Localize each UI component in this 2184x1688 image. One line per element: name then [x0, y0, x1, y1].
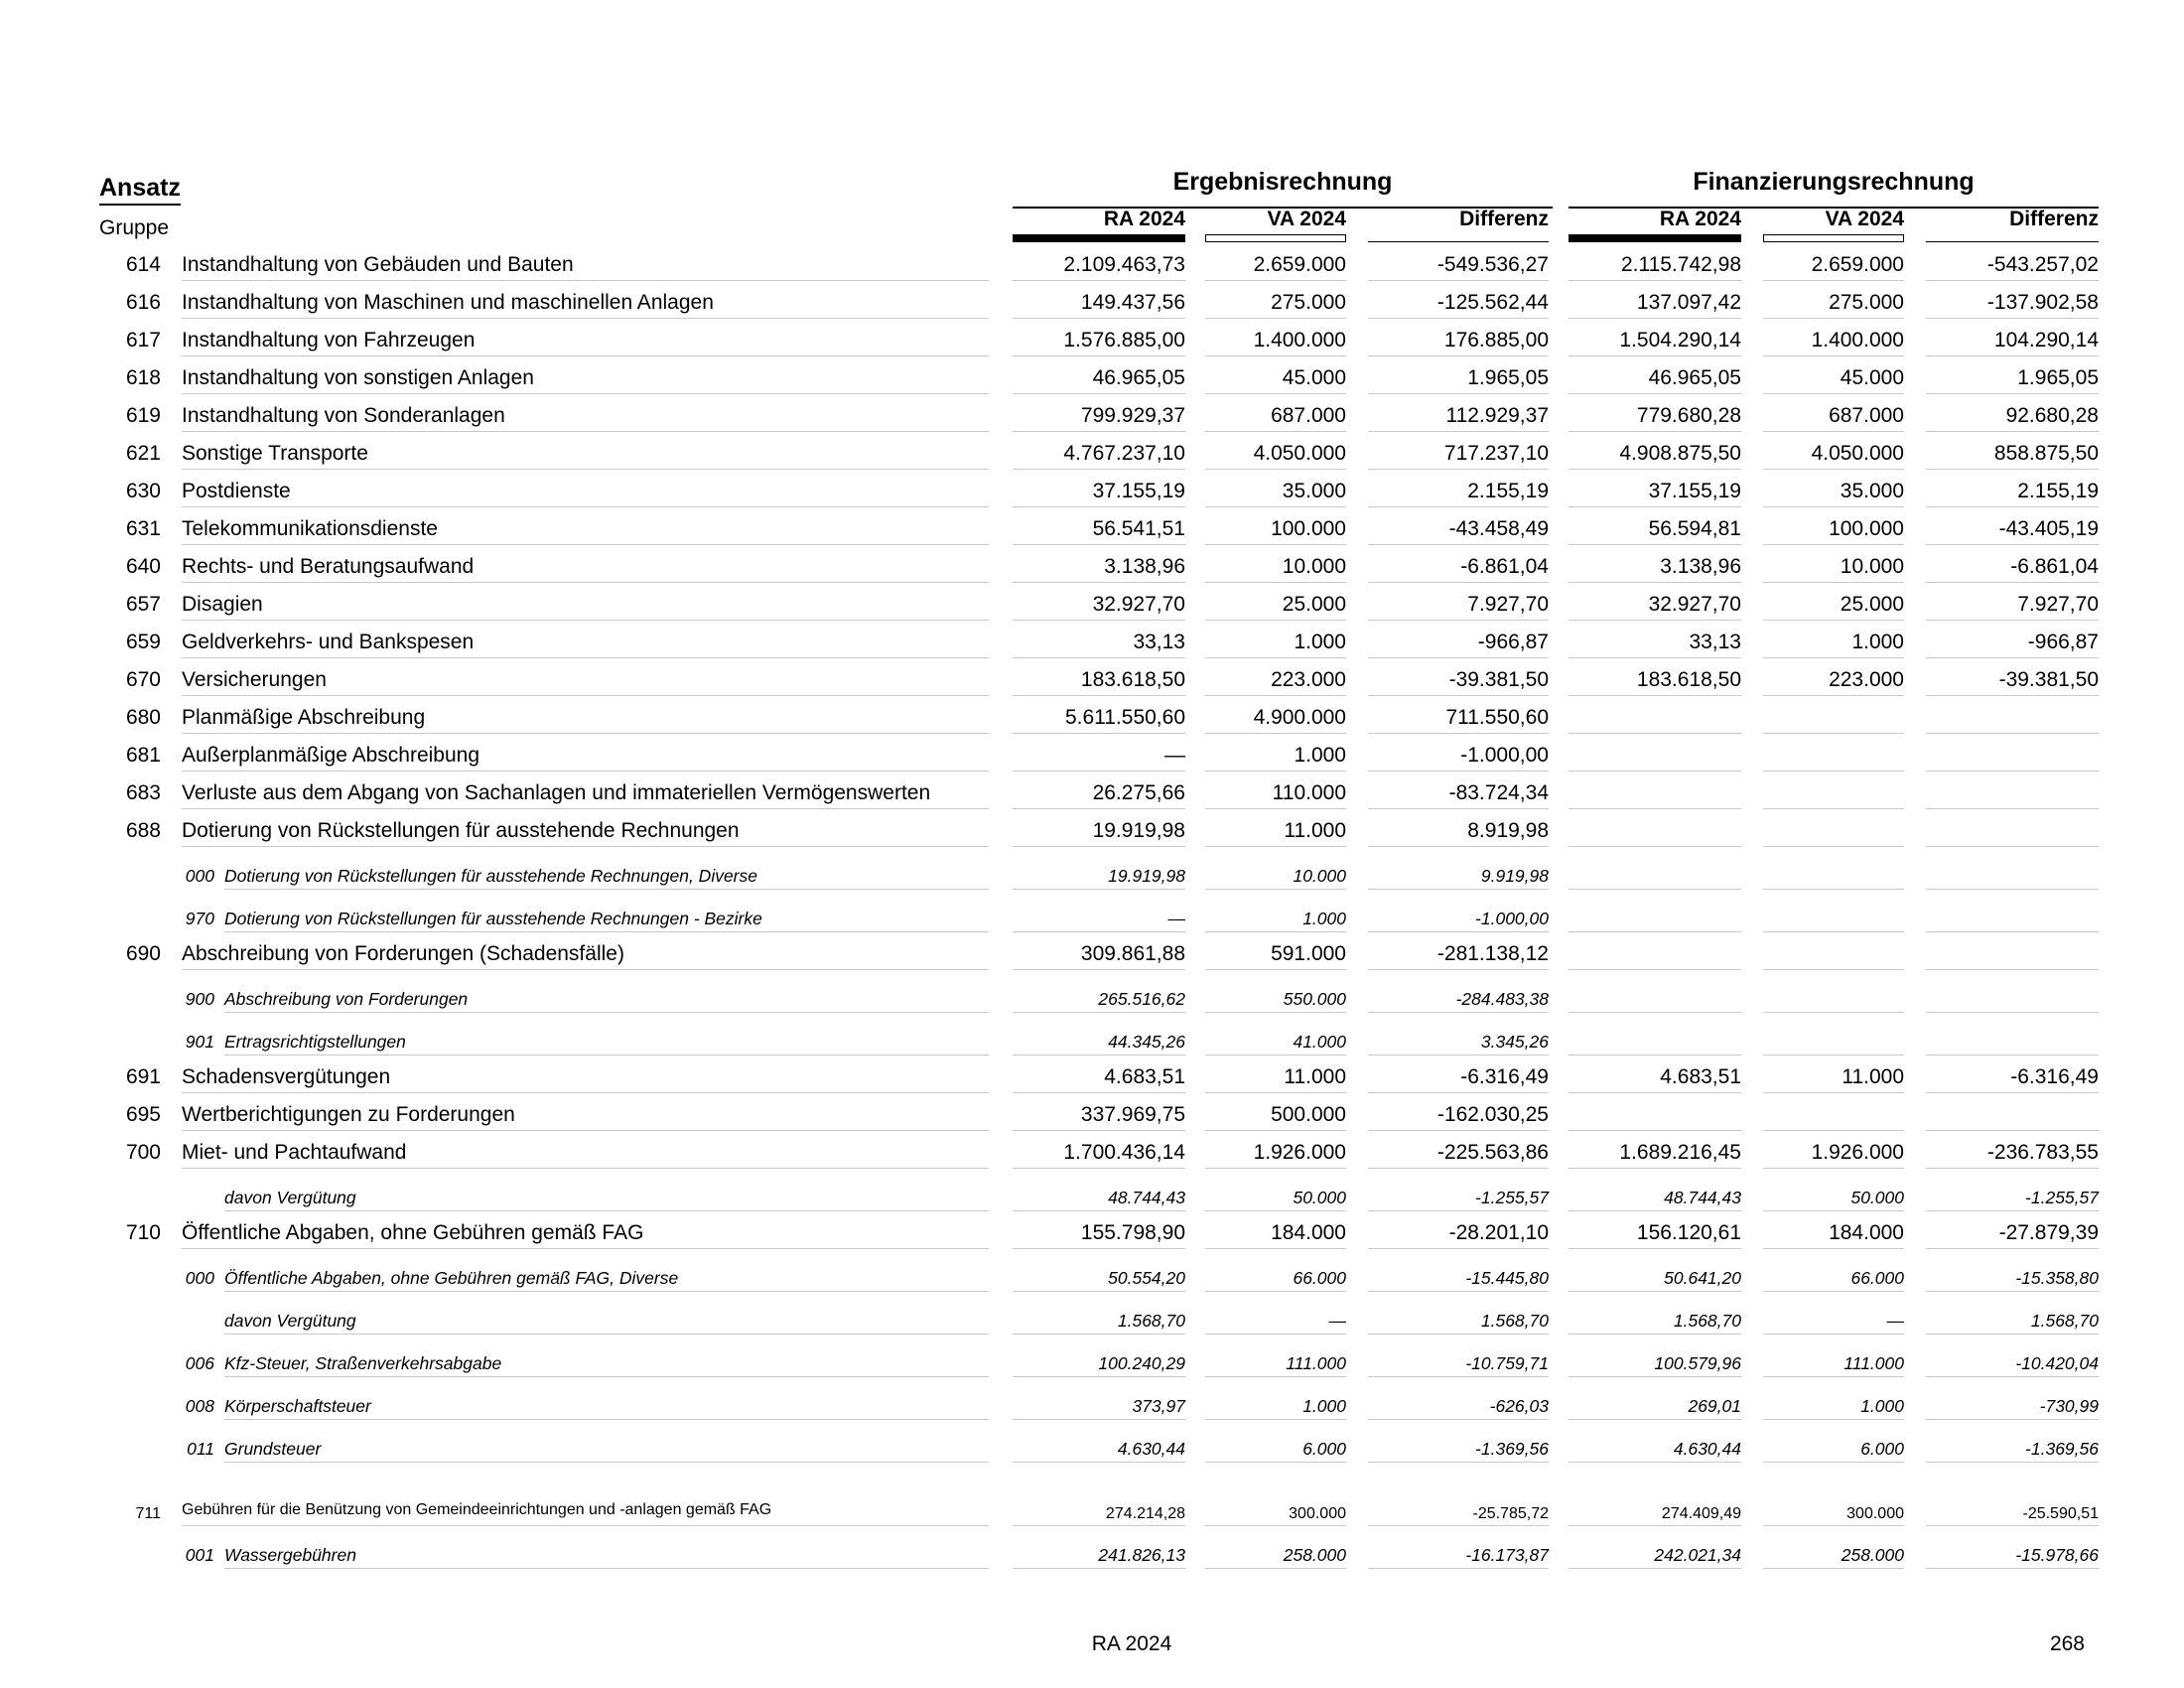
value-cell: 50.000: [1850, 1188, 1904, 1207]
value-cell: 4.683,51: [1104, 1065, 1185, 1088]
value-cell: -6.316,49: [2010, 1065, 2099, 1088]
value-cell: 1.000: [1294, 631, 1346, 653]
value-cell: 274.409,49: [1661, 1505, 1741, 1522]
value-cell: -236.783,55: [1986, 1141, 2099, 1164]
table-row: [0, 932, 2184, 970]
value-cell: 300.000: [1289, 1505, 1346, 1522]
value-cell: 4.908.875,50: [1619, 442, 1741, 465]
value-cell: 33,13: [1689, 631, 1741, 653]
value-cell: 242.021,34: [1654, 1545, 1741, 1565]
value-cell: 35.000: [1282, 480, 1346, 502]
value-cell: 66.000: [1293, 1268, 1346, 1288]
value-cell: -626,03: [1489, 1396, 1549, 1416]
table-sub-row: [0, 1335, 2184, 1377]
table-row: [0, 319, 2184, 356]
value-cell: 711.550,60: [1445, 706, 1549, 729]
table-sub-row: [0, 1292, 2184, 1335]
row-label: Instandhaltung von Maschinen und maschinellen Anlagen: [182, 291, 714, 314]
col-header-finanz-va: VA 2024: [1825, 208, 1904, 230]
bar-finanz-ra: [1569, 234, 1741, 242]
value-cell: —: [1164, 744, 1185, 767]
value-cell: -39.381,50: [1998, 668, 2099, 691]
col-header-ergebnis-differenz: Differenz: [1459, 208, 1549, 230]
value-cell: 37.155,19: [1648, 480, 1741, 502]
table-sub-row: [0, 890, 2184, 932]
table-sub-row: [0, 970, 2184, 1013]
value-cell: 1.568,70: [1673, 1311, 1741, 1331]
row-label: Abschreibung von Forderungen (Schadensfälle): [182, 942, 624, 965]
value-cell: 46.965,05: [1092, 366, 1185, 389]
group-code: 710: [125, 1221, 161, 1244]
group-code: 691: [125, 1065, 161, 1088]
value-cell: -6.316,49: [1460, 1065, 1549, 1088]
value-cell: 7.927,70: [2017, 593, 2099, 616]
table-row: [0, 1055, 2184, 1093]
row-label: Postdienste: [182, 480, 291, 502]
cell-rule: [1205, 1568, 1346, 1569]
row-label: Ertragsrichtigstellungen: [224, 1032, 406, 1052]
value-cell: -10.420,04: [2015, 1353, 2099, 1373]
value-cell: 4.683,51: [1660, 1065, 1741, 1088]
group-code: 008: [185, 1396, 214, 1416]
value-cell: 184.000: [1829, 1221, 1904, 1244]
value-cell: 500.000: [1271, 1103, 1346, 1126]
value-cell: 10.000: [1840, 555, 1904, 578]
table-row: [0, 545, 2184, 583]
value-cell: 19.919,98: [1092, 819, 1185, 842]
value-cell: 46.965,05: [1648, 366, 1741, 389]
value-cell: 275.000: [1271, 291, 1346, 314]
col-header-ergebnis-ra: RA 2024: [1103, 208, 1185, 230]
value-cell: 3.345,26: [1480, 1032, 1549, 1052]
col-header-finanz-differenz: Differenz: [2009, 208, 2099, 230]
value-cell: -125.562,44: [1436, 291, 1549, 314]
row-label: Öffentliche Abgaben, ohne Gebühren gemäß FAG, Diverse: [224, 1268, 679, 1288]
value-cell: 111.000: [1286, 1353, 1346, 1373]
row-label: Öffentliche Abgaben, ohne Gebühren gemäß FAG: [182, 1221, 644, 1244]
table-row: [0, 1093, 2184, 1131]
row-label: Instandhaltung von Gebäuden und Bauten: [182, 253, 574, 276]
row-label: Planmäßige Abschreibung: [182, 706, 426, 729]
value-cell: -83.724,34: [1448, 781, 1549, 804]
value-cell: —: [1886, 1311, 1904, 1331]
group-code: 630: [125, 480, 161, 502]
value-cell: 92.680,28: [2005, 404, 2099, 427]
group-code: 711: [135, 1505, 161, 1522]
row-label: davon Vergütung: [224, 1188, 356, 1207]
table-row: [0, 432, 2184, 470]
value-cell: 858.875,50: [1993, 442, 2099, 465]
table-row: [0, 1211, 2184, 1249]
value-cell: 50.554,20: [1108, 1268, 1185, 1288]
header-finanzierungsrechnung: Finanzierungsrechnung: [1569, 167, 2099, 209]
row-label: davon Vergütung: [224, 1311, 356, 1331]
value-cell: 100.579,96: [1654, 1353, 1741, 1373]
group-code: 621: [125, 442, 161, 465]
value-cell: 275.000: [1829, 291, 1904, 314]
group-code: 001: [185, 1545, 214, 1565]
value-cell: 37.155,19: [1092, 480, 1185, 502]
value-cell: -28.201,10: [1448, 1221, 1549, 1244]
value-cell: 111.000: [1843, 1353, 1904, 1373]
row-label: Sonstige Transporte: [182, 442, 368, 465]
value-cell: -284.483,38: [1455, 989, 1549, 1009]
group-code: 680: [125, 706, 161, 729]
value-cell: 2.155,19: [1467, 480, 1549, 502]
group-code: 619: [125, 404, 161, 427]
value-cell: -543.257,02: [1986, 253, 2099, 276]
cell-rule: [1763, 1568, 1904, 1569]
row-label: Grundsteuer: [224, 1439, 322, 1459]
row-label: Miet- und Pachtaufwand: [182, 1141, 407, 1164]
value-cell: 779.680,28: [1636, 404, 1741, 427]
value-cell: 48.744,43: [1108, 1188, 1185, 1207]
group-code: 970: [185, 909, 214, 928]
row-rule: [224, 1568, 989, 1569]
group-code: 011: [187, 1439, 214, 1459]
value-cell: 10.000: [1282, 555, 1346, 578]
value-cell: 799.929,37: [1080, 404, 1185, 427]
value-cell: 32.927,70: [1092, 593, 1185, 616]
row-label: Dotierung von Rückstellungen für ausstehende Rechnungen: [182, 819, 740, 842]
value-cell: 6.000: [1860, 1439, 1904, 1459]
value-cell: 50.641,20: [1664, 1268, 1741, 1288]
group-code: 618: [125, 366, 161, 389]
value-cell: 1.000: [1851, 631, 1904, 653]
value-cell: 1.689.216,45: [1619, 1141, 1741, 1164]
row-label: Telekommunikationsdienste: [182, 517, 438, 540]
value-cell: 1.000: [1294, 744, 1346, 767]
header-gruppe: Gruppe: [99, 216, 170, 239]
value-cell: 155.798,90: [1080, 1221, 1185, 1244]
value-cell: 66.000: [1850, 1268, 1904, 1288]
value-cell: -16.173,87: [1465, 1545, 1549, 1565]
value-cell: 32.927,70: [1648, 593, 1741, 616]
value-cell: 1.965,05: [2017, 366, 2099, 389]
value-cell: 265.516,62: [1098, 989, 1185, 1009]
value-cell: 4.767.237,10: [1063, 442, 1185, 465]
row-label: Wertberichtigungen zu Forderungen: [182, 1103, 515, 1126]
value-cell: -966,87: [2027, 631, 2099, 653]
table-sub-row: [0, 1249, 2184, 1292]
group-code: 688: [125, 819, 161, 842]
value-cell: 1.926.000: [1253, 1141, 1346, 1164]
value-cell: 687.000: [1829, 404, 1904, 427]
value-cell: 19.919,98: [1108, 866, 1185, 886]
row-label: Wassergebühren: [224, 1545, 356, 1565]
value-cell: 4.630,44: [1117, 1439, 1185, 1459]
table-row: [0, 507, 2184, 545]
table-row: [0, 281, 2184, 319]
value-cell: 35.000: [1840, 480, 1904, 502]
table-row: [0, 1131, 2184, 1169]
cell-rule: [1569, 1568, 1741, 1569]
group-code: 690: [125, 942, 161, 965]
value-cell: -15.358,80: [2015, 1268, 2099, 1288]
row-label: Abschreibung von Forderungen: [224, 989, 469, 1009]
bar-ergebnis-ra: [1013, 234, 1185, 242]
row-label: Rechts- und Beratungsaufwand: [182, 555, 475, 578]
group-code: 670: [125, 668, 161, 691]
value-cell: 149.437,56: [1080, 291, 1185, 314]
table-row: [0, 658, 2184, 696]
row-label: Versicherungen: [182, 668, 327, 691]
value-cell: —: [1328, 1311, 1346, 1331]
value-cell: 1.504.290,14: [1619, 329, 1741, 352]
value-cell: 717.237,10: [1443, 442, 1549, 465]
value-cell: 44.345,26: [1108, 1032, 1185, 1052]
group-code: 617: [125, 329, 161, 352]
value-cell: 137.097,42: [1636, 291, 1741, 314]
value-cell: 1.568,70: [2030, 1311, 2099, 1331]
row-label: Verluste aus dem Abgang von Sachanlagen und immateriellen Vermögenswerten: [182, 781, 931, 804]
value-cell: -1.369,56: [2025, 1439, 2099, 1459]
value-cell: 1.576.885,00: [1063, 329, 1185, 352]
table-row: [0, 696, 2184, 734]
value-cell: 11.000: [1842, 1065, 1904, 1088]
table-row: [0, 734, 2184, 772]
value-cell: -1.255,57: [2025, 1188, 2099, 1207]
value-cell: 5.611.550,60: [1064, 706, 1185, 729]
cell-rule: [1368, 1568, 1549, 1569]
row-label: Dotierung von Rückstellungen für ausstehende Rechnungen, Diverse: [224, 866, 757, 886]
group-code: 000: [185, 1268, 214, 1288]
value-cell: 1.000: [1860, 1396, 1904, 1416]
value-cell: -137.902,58: [1986, 291, 2099, 314]
value-cell: 300.000: [1846, 1505, 1904, 1522]
cell-rule: [1926, 1568, 2099, 1569]
table-row: [0, 243, 2184, 281]
value-cell: 2.109.463,73: [1063, 253, 1185, 276]
value-cell: -162.030,25: [1436, 1103, 1549, 1126]
value-cell: -6.861,04: [1460, 555, 1549, 578]
value-cell: 45.000: [1282, 366, 1346, 389]
table-row: [0, 470, 2184, 507]
group-code: 695: [125, 1103, 161, 1126]
table-row: [0, 394, 2184, 432]
value-cell: 25.000: [1840, 593, 1904, 616]
value-cell: 9.919,98: [1480, 866, 1549, 886]
row-label: Instandhaltung von sonstigen Anlagen: [182, 366, 534, 389]
value-cell: 337.969,75: [1080, 1103, 1185, 1126]
value-cell: 11.000: [1284, 1065, 1346, 1088]
value-cell: 6.000: [1302, 1439, 1346, 1459]
value-cell: 156.120,61: [1636, 1221, 1741, 1244]
value-cell: 112.929,37: [1445, 404, 1549, 427]
value-cell: 2.115.742,98: [1620, 253, 1741, 276]
value-cell: 8.919,98: [1467, 819, 1549, 842]
value-cell: 258.000: [1841, 1545, 1904, 1565]
page-number: 268: [2049, 1632, 2085, 1655]
table-sub-row: [0, 1420, 2184, 1463]
table-sub-row: [0, 1169, 2184, 1211]
group-code: 006: [185, 1353, 214, 1373]
header-ergebnisrechnung: Ergebnisrechnung: [1013, 167, 1553, 209]
value-cell: 258.000: [1283, 1545, 1346, 1565]
value-cell: -966,87: [1477, 631, 1549, 653]
value-cell: 1.926.000: [1811, 1141, 1904, 1164]
value-cell: 100.000: [1829, 517, 1904, 540]
table-sub-row: [0, 1526, 2184, 1569]
value-cell: 183.618,50: [1080, 668, 1185, 691]
value-cell: 33,13: [1133, 631, 1185, 653]
value-cell: 223.000: [1271, 668, 1346, 691]
table-row: [0, 809, 2184, 847]
value-cell: 1.700.436,14: [1063, 1141, 1185, 1164]
rule-ergebnis-differenz: [1368, 241, 1549, 242]
value-cell: -43.458,49: [1448, 517, 1549, 540]
value-cell: 1.400.000: [1811, 329, 1904, 352]
row-label: Gebühren für die Benützung von Gemeindeeinrichtungen und -anlagen gemäß FAG: [182, 1501, 772, 1518]
value-cell: 1.568,70: [1117, 1311, 1185, 1331]
value-cell: -730,99: [2039, 1396, 2099, 1416]
table-row: [0, 772, 2184, 809]
group-code: 614: [125, 253, 161, 276]
group-code: 683: [125, 781, 161, 804]
value-cell: -1.000,00: [1460, 744, 1549, 767]
table-row: [0, 621, 2184, 658]
table-row: [0, 1463, 2184, 1526]
value-cell: 1.000: [1302, 909, 1346, 928]
row-label: Geldverkehrs- und Bankspesen: [182, 631, 475, 653]
value-cell: -15.445,80: [1465, 1268, 1549, 1288]
value-cell: 184.000: [1271, 1221, 1346, 1244]
value-cell: 4.050.000: [1811, 442, 1904, 465]
value-cell: 110.000: [1272, 781, 1346, 804]
value-cell: 26.275,66: [1092, 781, 1185, 804]
rule-finanz-differenz: [1926, 241, 2099, 242]
value-cell: 183.618,50: [1636, 668, 1741, 691]
value-cell: 25.000: [1282, 593, 1346, 616]
value-cell: 10.000: [1293, 866, 1346, 886]
row-label: Außerplanmäßige Abschreibung: [182, 744, 480, 767]
value-cell: 2.659.000: [1253, 253, 1346, 276]
row-label: Körperschaftsteuer: [224, 1396, 371, 1416]
value-cell: 7.927,70: [1467, 593, 1549, 616]
value-cell: 100.240,29: [1098, 1353, 1185, 1373]
table-sub-row: [0, 1013, 2184, 1055]
value-cell: 45.000: [1840, 366, 1904, 389]
group-code: 657: [125, 593, 161, 616]
col-header-finanz-ra: RA 2024: [1659, 208, 1741, 230]
value-cell: -25.785,72: [1472, 1505, 1549, 1522]
value-cell: -27.879,39: [1998, 1221, 2099, 1244]
value-cell: 2.659.000: [1811, 253, 1904, 276]
value-cell: 176.885,00: [1443, 329, 1549, 352]
value-cell: -25.590,51: [2022, 1505, 2099, 1522]
group-code: 659: [125, 631, 161, 653]
row-label: Disagien: [182, 593, 263, 616]
bar-ergebnis-va: [1205, 234, 1346, 242]
value-cell: 1.965,05: [1467, 366, 1549, 389]
value-cell: 11.000: [1284, 819, 1346, 842]
value-cell: 56.594,81: [1648, 517, 1741, 540]
value-cell: 3.138,96: [1104, 555, 1185, 578]
value-cell: 4.900.000: [1253, 706, 1346, 729]
value-cell: -1.000,00: [1475, 909, 1549, 928]
table-row: [0, 583, 2184, 621]
value-cell: -1.255,57: [1475, 1188, 1549, 1207]
group-code: 616: [125, 291, 161, 314]
group-code: 700: [125, 1141, 161, 1164]
row-label: Instandhaltung von Sonderanlagen: [182, 404, 505, 427]
value-cell: 241.826,13: [1098, 1545, 1185, 1565]
value-cell: —: [1167, 909, 1185, 928]
value-cell: 41.000: [1293, 1032, 1346, 1052]
value-cell: 591.000: [1271, 942, 1346, 965]
row-label: Kfz-Steuer, Straßenverkehrsabgabe: [224, 1353, 502, 1373]
group-code: 901: [185, 1032, 214, 1052]
value-cell: 223.000: [1829, 668, 1904, 691]
value-cell: 2.155,19: [2017, 480, 2099, 502]
value-cell: 3.138,96: [1660, 555, 1741, 578]
value-cell: -6.861,04: [2010, 555, 2099, 578]
value-cell: 373,97: [1132, 1396, 1185, 1416]
table-row: [0, 356, 2184, 394]
value-cell: 274.214,28: [1105, 1505, 1185, 1522]
value-cell: -281.138,12: [1436, 942, 1549, 965]
value-cell: 4.050.000: [1253, 442, 1346, 465]
table-sub-row: [0, 847, 2184, 890]
value-cell: -225.563,86: [1436, 1141, 1549, 1164]
group-code: 640: [125, 555, 161, 578]
row-label: Dotierung von Rückstellungen für ausstehende Rechnungen - Bezirke: [224, 909, 762, 928]
value-cell: 104.290,14: [1993, 329, 2099, 352]
value-cell: -10.759,71: [1465, 1353, 1549, 1373]
value-cell: 687.000: [1271, 404, 1346, 427]
value-cell: -15.978,66: [2015, 1545, 2099, 1565]
group-code: 681: [125, 744, 161, 767]
value-cell: 1.000: [1302, 1396, 1346, 1416]
value-cell: -39.381,50: [1448, 668, 1549, 691]
group-code: 900: [185, 989, 214, 1009]
table-sub-row: [0, 1377, 2184, 1420]
value-cell: 48.744,43: [1664, 1188, 1741, 1207]
value-cell: -1.369,56: [1475, 1439, 1549, 1459]
value-cell: 56.541,51: [1092, 517, 1185, 540]
cell-rule: [1013, 1568, 1185, 1569]
value-cell: 50.000: [1293, 1188, 1346, 1207]
header-ansatz: Ansatz: [99, 173, 181, 206]
group-code: 000: [185, 866, 214, 886]
value-cell: 1.400.000: [1253, 329, 1346, 352]
footer-label: RA 2024: [1091, 1632, 1172, 1655]
bar-finanz-va: [1763, 234, 1904, 242]
group-code: 631: [125, 517, 161, 540]
value-cell: 100.000: [1271, 517, 1346, 540]
value-cell: -43.405,19: [1998, 517, 2099, 540]
row-label: Schadensvergütungen: [182, 1065, 391, 1088]
value-cell: -549.536,27: [1436, 253, 1549, 276]
col-header-ergebnis-va: VA 2024: [1267, 208, 1346, 230]
value-cell: 309.861,88: [1080, 942, 1185, 965]
value-cell: 1.568,70: [1480, 1311, 1549, 1331]
value-cell: 4.630,44: [1673, 1439, 1741, 1459]
value-cell: 269,01: [1688, 1396, 1741, 1416]
value-cell: 550.000: [1283, 989, 1346, 1009]
row-label: Instandhaltung von Fahrzeugen: [182, 329, 476, 352]
